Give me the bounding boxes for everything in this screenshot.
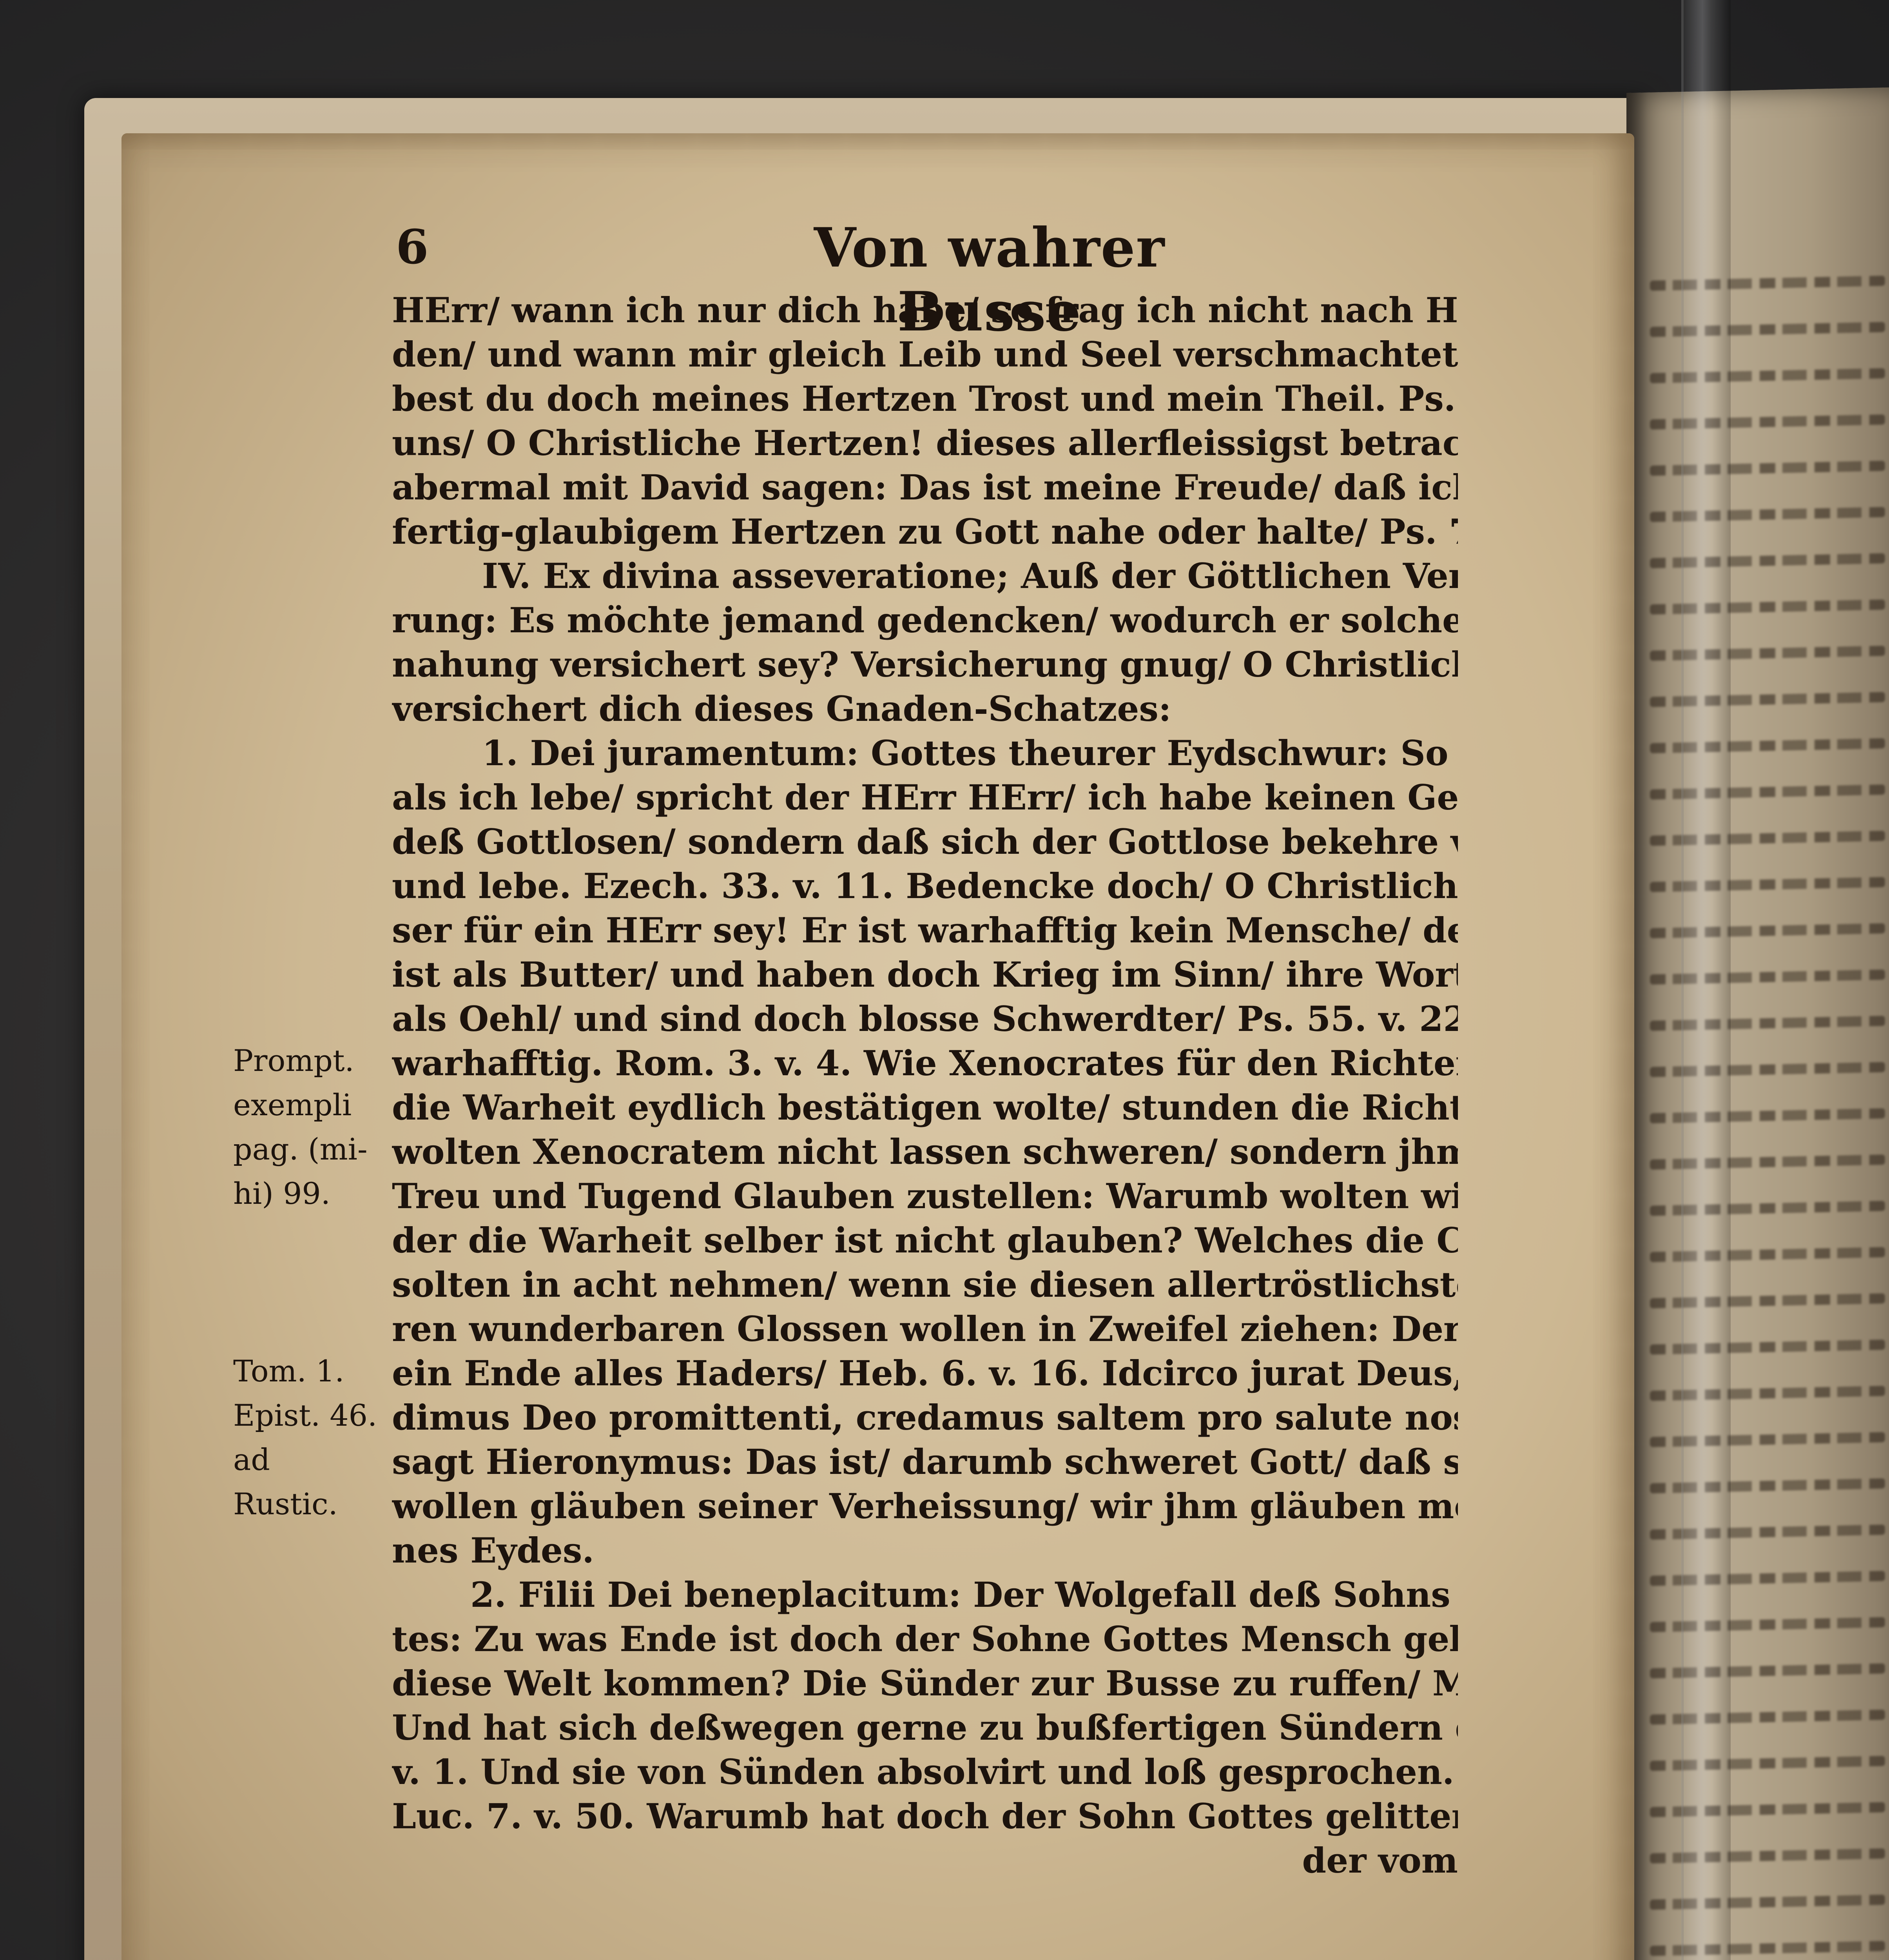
- text-line: Und hat sich deßwegen gerne zu bußfertigen Sündern: [392, 1706, 1458, 1750]
- text-line: Luc. 7. v. 50. Warumb hat doch der Sohn Gottes gelitte: [392, 1794, 1458, 1838]
- margin-note-line: exempli: [233, 1083, 382, 1127]
- text-line: v. 1. Und sie von Sünden absolvirt und loß gesprochen.: [392, 1750, 1458, 1794]
- text-line: ein Ende alles Haders/ Heb. 6. v. 16. Idcirco jurat Deus,: [392, 1351, 1458, 1396]
- subsection-1: 1. Dei juramentum: Gottes theurer Eydschwur: So wahr: [392, 731, 1458, 775]
- running-head: Von wahrer Busse: [745, 216, 1235, 343]
- text-line: dimus Deo promittenti, credamus saltem pro salute no: [392, 1396, 1458, 1440]
- text-line: Treu und Tugend Glauben zustellen: Warumb wolten wi: [392, 1174, 1458, 1218]
- page-number: 6: [396, 220, 429, 275]
- text-line: solten in acht nehmen/ wenn sie diesen allertröstlichst: [392, 1263, 1458, 1307]
- text-line: warhafftig. Rom. 3. v. 4. Wie Xenocrates für den Richte: [392, 1041, 1458, 1085]
- text-line: die Warheit eydlich bestätigen wolte/ stunden die Richt: [392, 1085, 1458, 1130]
- text-line: versichert dich dieses Gnaden-Schatzes:: [392, 687, 1458, 731]
- text-line: und lebe. Ezech. 33. v. 11. Bedencke doch/ O Christlich: [392, 864, 1458, 908]
- catchword: der vom: [392, 1838, 1458, 1883]
- text-line: ren wunderbaren Glossen wollen in Zweifel ziehen: Der: [392, 1307, 1458, 1351]
- text-line: uns/ O Christliche Hertzen! dieses allerfleissigst betrac: [392, 421, 1458, 465]
- margin-note-line: Prompt.: [233, 1038, 382, 1083]
- text-line: wolten Xenocratem nicht lassen schweren/ sondern jhm: [392, 1130, 1458, 1174]
- margin-note-line: Epist. 46.: [233, 1393, 382, 1437]
- text-line: rung: Es möchte jemand gedencken/ wodurch er solche: [392, 598, 1458, 642]
- text-line: nes Eydes.: [392, 1528, 1458, 1573]
- text-line: den/ und wann mir gleich Leib und Seel verschmachtet/: [392, 332, 1458, 377]
- text-line: best du doch meines Hertzen Trost und mein Theil. Ps.: [392, 377, 1458, 421]
- text-line: ist als Butter/ und haben doch Krieg im Sinn/ ihre Wor: [392, 953, 1458, 997]
- text-line: als Oehl/ und sind doch blosse Schwerdter/ Ps. 55. v. 22: [392, 997, 1458, 1041]
- subsection-2: 2. Filii Dei beneplacitum: Der Wolgefall deß Sohns Got-: [392, 1573, 1458, 1617]
- text-line: HErr/ wann ich nur dich habe/ so frag ich nicht nach H: [392, 288, 1458, 332]
- margin-note-line: hi) 99.: [233, 1171, 382, 1216]
- text-line: als ich lebe/ spricht der HErr HErr/ ich habe keinen Ge: [392, 775, 1458, 820]
- text-line: nahung versichert sey? Versicherung gnug/ O Christlic: [392, 642, 1458, 687]
- margin-note-line: Tom. 1.: [233, 1349, 382, 1393]
- text-line: abermal mit David sagen: Das ist meine Freude/ daß ic: [392, 465, 1458, 510]
- text-line: fertig-glaubigem Hertzen zu Gott nahe oder halte/ Ps.: [392, 510, 1458, 554]
- margin-note-line: ad Rustic.: [233, 1437, 382, 1526]
- text-line: deß Gottlosen/ sondern daß sich der Gottlose bekehre: [392, 820, 1458, 864]
- text-line: sagt Hieronymus: Das ist/ darumb schweret Gott/ daß s: [392, 1440, 1458, 1484]
- text-line: ser für ein HErr sey! Er ist warhafftig kein Mensche/ de: [392, 908, 1458, 953]
- text-line: diese Welt kommen? Die Sünder zur Busse zu ruffen/ M: [392, 1661, 1458, 1706]
- text-line: wollen gläuben seiner Verheissung/ wir jhm gläuben m: [392, 1484, 1458, 1528]
- text-line: der die Warheit selber ist nicht glauben? Welches die C: [392, 1218, 1458, 1263]
- section-heading-iv: IV. Ex divina asseveratione; Auß der Göttlichen Ver: [392, 554, 1458, 598]
- text-line: tes: Zu was Ende ist doch der Sohne Gottes Mensch ge: [392, 1617, 1458, 1661]
- margin-note-line: pag. (mi-: [233, 1127, 382, 1171]
